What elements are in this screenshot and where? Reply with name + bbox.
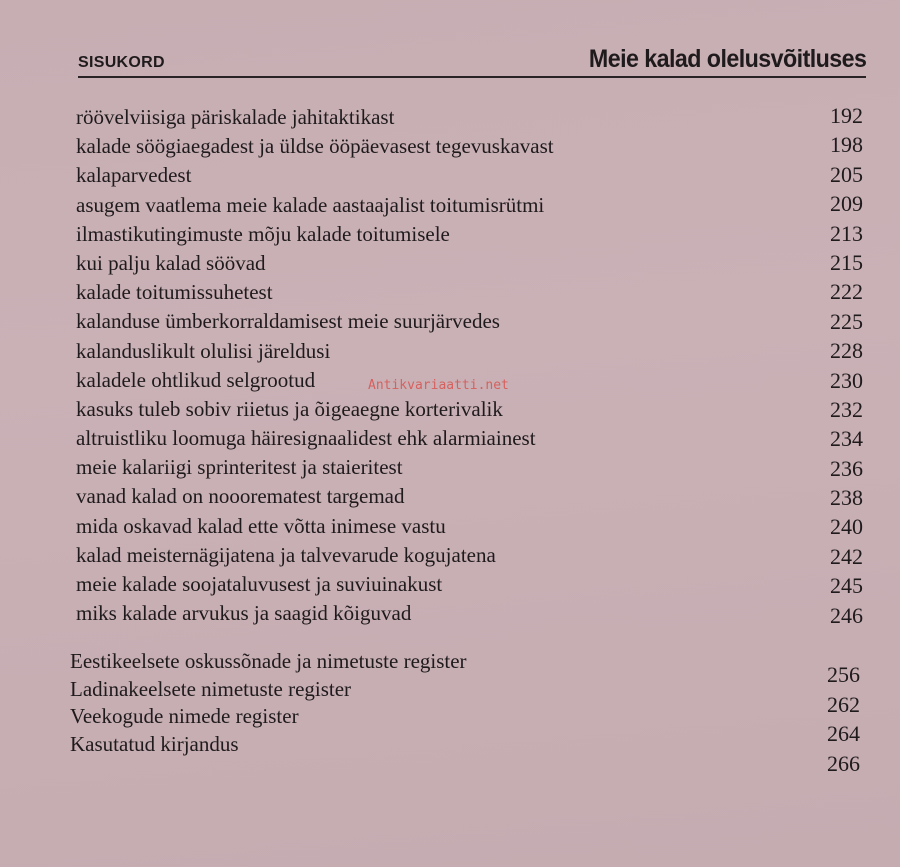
toc-page-number: 215 bbox=[830, 249, 863, 275]
toc-page-number: 240 bbox=[830, 514, 863, 540]
toc-page-number: 198 bbox=[830, 132, 863, 158]
toc-title: ilmastikutingimuste mõju kalade toitumisele bbox=[76, 221, 450, 246]
toc-page-number: 245 bbox=[830, 573, 863, 599]
toc-title: meie kalade soojataluvusest ja suviuinakust bbox=[76, 572, 443, 596]
toc-title: altruistliku loomuga häiresignaalidest ehk alarmiainest bbox=[76, 426, 536, 451]
toc-page-number: 209 bbox=[830, 191, 863, 217]
page-header bbox=[78, 40, 866, 78]
back-matter-title: Veekogude nimede register bbox=[70, 704, 299, 728]
toc-title: miks kalade arvukus ja saagid kõiguvad bbox=[76, 601, 412, 626]
toc-page-number: 213 bbox=[830, 220, 863, 246]
back-matter-title: Kasutatud kirjandus bbox=[70, 731, 239, 756]
toc-page-number: 238 bbox=[830, 485, 863, 511]
toc-title: kasuks tuleb sobiv riietus ja õigeaegne korterivalik bbox=[76, 396, 503, 421]
toc-title: asugem vaatlema meie kalade aastaajalist toitumisrütmi bbox=[76, 192, 545, 217]
toc-title: kalade söögiaegadest ja üldse ööpäevasest tegevuskavast bbox=[76, 134, 554, 159]
back-matter-pages bbox=[780, 660, 860, 778]
toc-page-number: 228 bbox=[830, 338, 863, 364]
toc-page-number: 205 bbox=[830, 161, 863, 187]
toc-title: röövelviisiga päriskalade jahitaktikast bbox=[76, 105, 395, 129]
toc-title: kalad meisternägijatena ja talvevarude kogujatena bbox=[76, 542, 496, 567]
toc-titles bbox=[76, 103, 596, 628]
back-matter-title: Eestikeelsete oskussõnade ja nimetuste register bbox=[70, 649, 467, 673]
toc-title: vanad kalad on nooorematest targemad bbox=[76, 484, 405, 509]
toc-pages bbox=[783, 101, 863, 630]
back-matter-page-number: 256 bbox=[827, 662, 860, 687]
back-matter-page-number: 262 bbox=[827, 691, 860, 717]
toc-title: kalaparvedest bbox=[76, 163, 192, 188]
toc-title: kalanduslikult olulisi järeldusi bbox=[76, 338, 331, 363]
section-label: SISUKORD bbox=[78, 54, 165, 71]
toc-page-number: 192 bbox=[830, 103, 863, 128]
back-matter-page-number: 266 bbox=[827, 750, 860, 776]
watermark-text: Antikvariaatti.net bbox=[368, 378, 509, 393]
toc-page-number: 232 bbox=[830, 396, 863, 422]
toc-title: kalade toitumissuhetest bbox=[76, 280, 273, 305]
back-matter-title: Ladinakeelsete nimetuste register bbox=[70, 676, 352, 701]
toc-title: mida oskavad kalad ette võtta inimese vastu bbox=[76, 513, 446, 538]
toc-page-number: 234 bbox=[830, 426, 863, 452]
toc-page-number: 222 bbox=[830, 279, 863, 305]
toc-title: kaladele ohtlikud selgrootud bbox=[76, 367, 316, 392]
toc-title: kui palju kalad söövad bbox=[76, 250, 266, 275]
back-matter-page-number: 264 bbox=[827, 721, 860, 746]
toc-page-number: 236 bbox=[830, 455, 863, 481]
toc-page-number: 225 bbox=[830, 308, 863, 334]
header-rule bbox=[78, 76, 866, 78]
toc-page-number: 242 bbox=[830, 543, 863, 569]
book-title: Meie kalad olelusvõitluses bbox=[588, 45, 866, 73]
toc-title: kalanduse ümberkorraldamisest meie suurjärvedes bbox=[76, 309, 500, 334]
back-matter-titles bbox=[70, 648, 590, 758]
toc-page-number: 230 bbox=[830, 367, 863, 393]
toc-page-number: 246 bbox=[830, 602, 863, 628]
toc-title: meie kalariigi sprinteritest ja staieritest bbox=[76, 455, 403, 480]
